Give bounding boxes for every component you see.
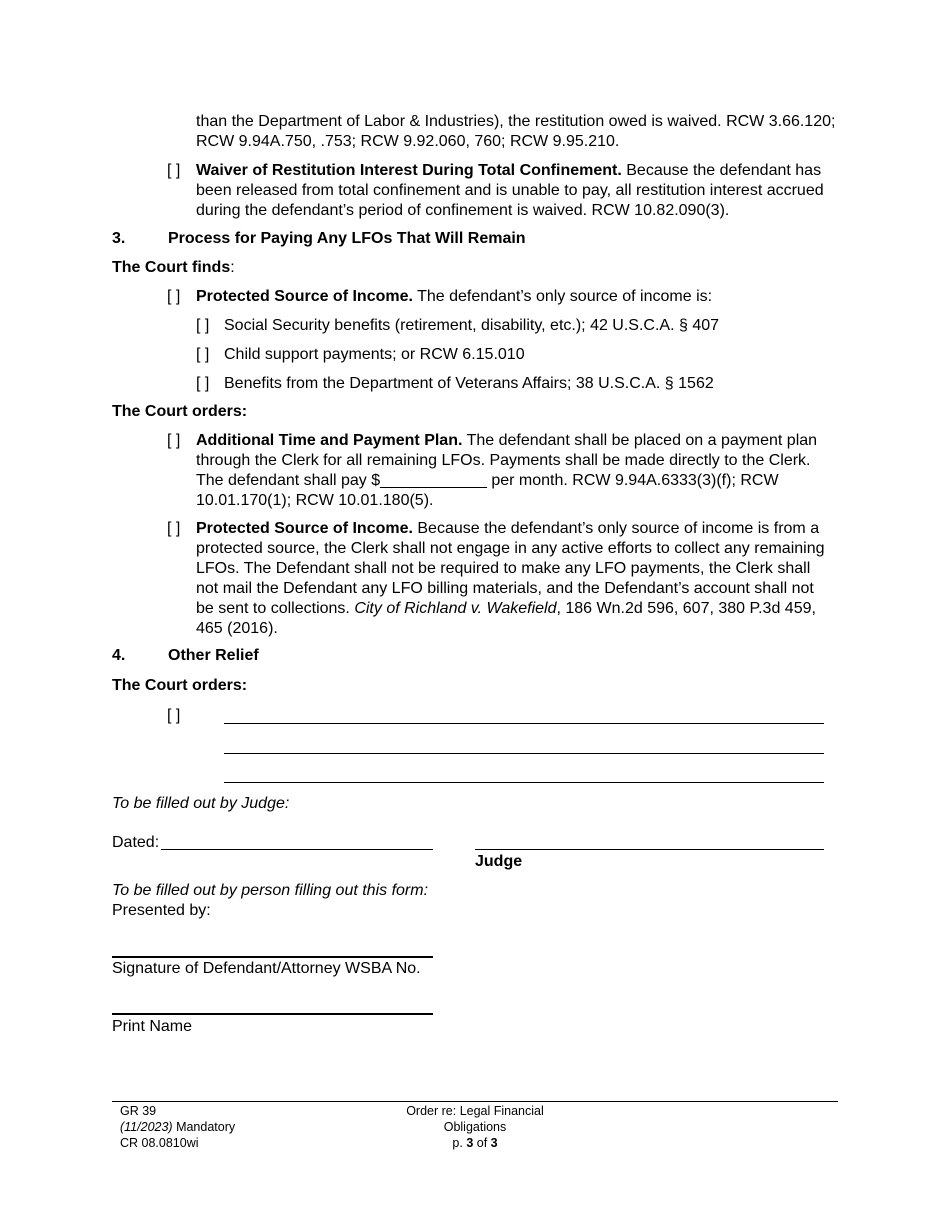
footer-page-number: p. 3 of 3: [452, 1136, 498, 1150]
footer-date-line: (11/2023) Mandatory: [120, 1120, 236, 1134]
protected-income-finding: Protected Source of Income. The defendant’s only source of income is:: [196, 288, 713, 305]
waiver-interest-paragraph: [196, 161, 846, 221]
case-name: City of Richland v. Wakefield: [354, 600, 557, 617]
checkbox-child-support[interactable]: [ ]: [196, 346, 210, 363]
signature-label: Signature of Defendant/Attorney WSBA No.: [112, 960, 421, 977]
checkbox-social-security[interactable]: [ ]: [196, 317, 210, 334]
section-4-title: Other Relief: [168, 647, 259, 664]
payment-plan-paragraph: Additional Time and Payment Plan. The defendant shall be placed on a payment plan through the Clerk for all remaining LFOs. Payments shall be made directly to the Clerk. The defendant shall pay $____________ per month. RCW 9.94A.6333(3)(f); RCW 10.01.170(1); RCW 10.01.180(5).: [196, 432, 818, 509]
print-name-line[interactable]: [112, 1013, 433, 1015]
restitution-waiver-continuation: than the Department of Labor & Industries), the restitution owed is waived. RCW 3.66.120; RCW 9.94A.750, .753; RCW 9.92.060, 760; RCW 9.95.210.: [196, 113, 836, 150]
other-relief-line-2[interactable]: [224, 753, 824, 754]
other-relief-line-3[interactable]: [224, 782, 824, 783]
section-3-number: 3.: [112, 230, 126, 247]
protected-order-paragraph: Protected Source of Income. Because the defendant’s only source of income is from a protected source, the Clerk shall not engage in any active efforts to collect any remaining LFOs. The Defendant shall not be required to make any LFO payments, the Clerk shall not mail the Defendant any LFO billing materials, and the Defendant’s account shall not be sent to collections. City of Richland v. Wakefield, 186 Wn.2d 596, 607, 380 P.3d 459, 465 (2016).: [196, 520, 825, 637]
section-3-title: Process for Paying Any LFOs That Will Remain: [168, 230, 526, 247]
judge-label: Judge: [475, 853, 523, 870]
checkbox-waiver-interest[interactable]: [ ]: [167, 162, 181, 179]
checkbox-other-relief[interactable]: [ ]: [167, 707, 181, 724]
footer-title-line-2: Obligations: [443, 1120, 507, 1134]
court-orders-label-4: The Court orders:: [112, 677, 248, 694]
checkbox-protected-income[interactable]: [ ]: [167, 288, 181, 305]
presenter-instruction: To be filled out by person filling out this form:: [112, 882, 429, 899]
court-finds-label: The Court finds:: [112, 259, 235, 276]
print-name-label: Print Name: [112, 1018, 193, 1035]
section-4-number: 4.: [112, 647, 126, 664]
checkbox-veterans[interactable]: [ ]: [196, 375, 210, 392]
source-social-security: Social Security benefits (retirement, disability, etc.); 42 U.S.C.A. § 407: [224, 317, 720, 334]
footer-center: [375, 1103, 575, 1151]
dated-label: Dated:: [112, 834, 160, 851]
source-child-support: Child support payments; or RCW 6.15.010: [224, 346, 525, 363]
dated-line[interactable]: [161, 849, 433, 850]
footer-cr-code: CR 08.0810wi: [120, 1136, 199, 1150]
other-relief-line-1[interactable]: [224, 723, 824, 724]
presented-by-label: Presented by:: [112, 902, 211, 919]
footer-form-code: GR 39: [120, 1104, 157, 1118]
footer-left: [120, 1103, 235, 1151]
checkbox-payment-plan[interactable]: [ ]: [167, 432, 181, 449]
judge-instruction: To be filled out by Judge:: [112, 795, 290, 812]
footer-rule: [112, 1101, 838, 1102]
checkbox-protected-order[interactable]: [ ]: [167, 520, 181, 537]
footer-title-line-1: Order re: Legal Financial: [406, 1104, 544, 1118]
source-veterans-affairs: Benefits from the Department of Veterans Affairs; 38 U.S.C.A. § 1562: [224, 375, 714, 392]
court-orders-label-3: The Court orders:: [112, 403, 248, 420]
signature-line[interactable]: [112, 956, 433, 958]
waiver-interest-text: Because the defendant has been released from total confinement and is unable to pay, all restitution interest accrued during the defendant’s period of confinement is waived. RCW 10.82.090(3).: [196, 162, 824, 219]
judge-signature-line[interactable]: [475, 849, 824, 850]
waiver-interest-title: Waiver of Restitution Interest During Total Confinement.: [196, 162, 622, 179]
